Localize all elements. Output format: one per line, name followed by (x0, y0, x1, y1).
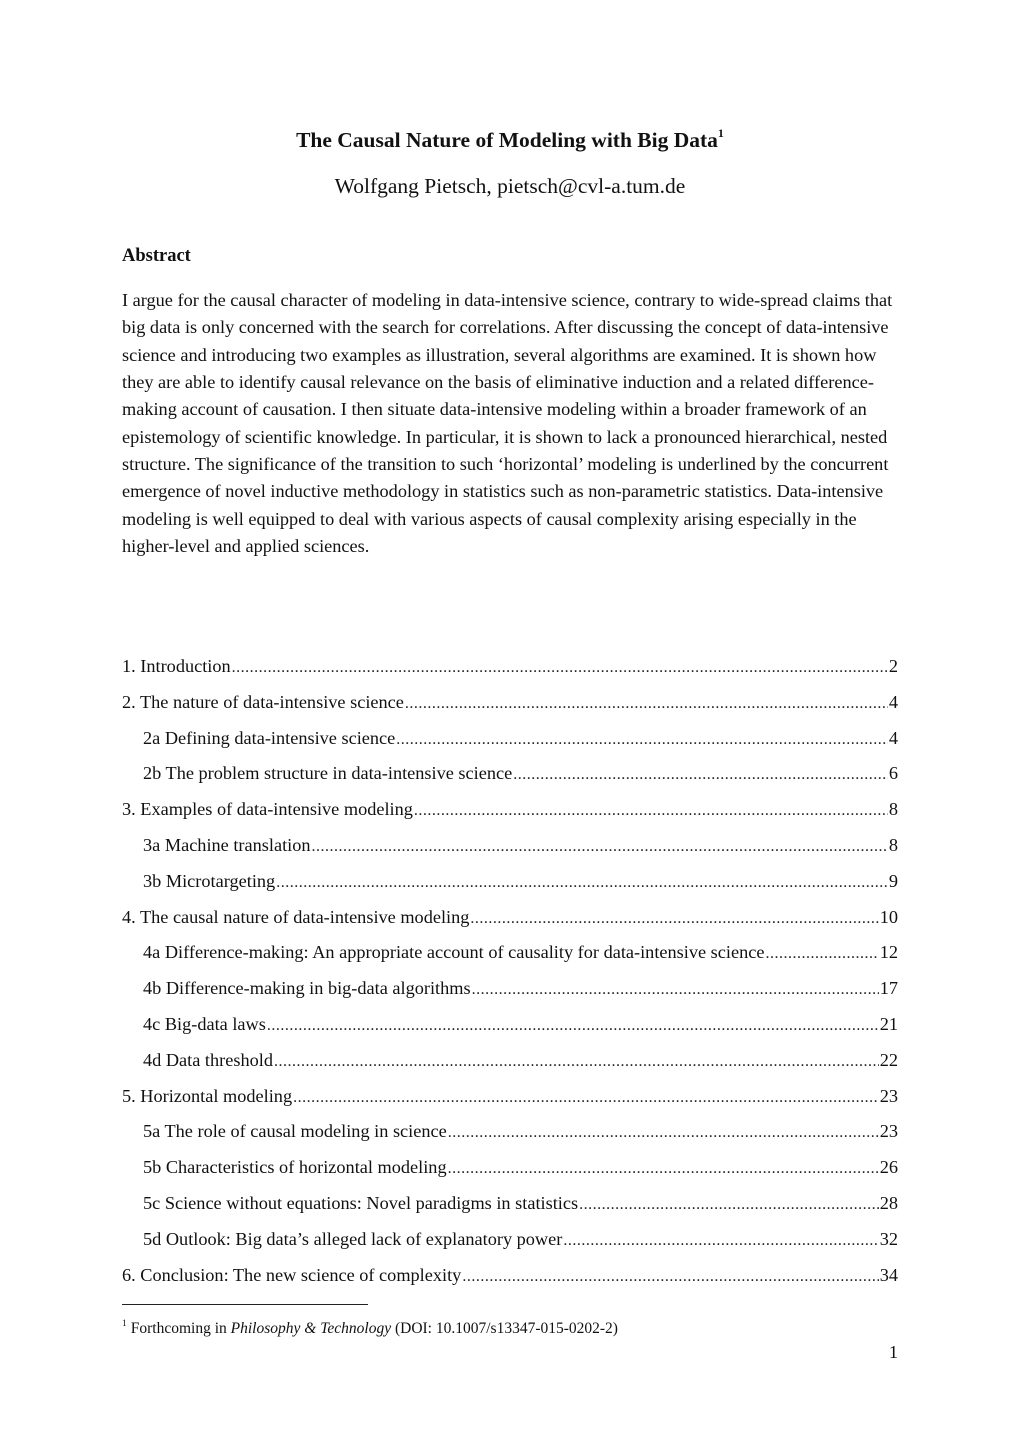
toc-dot-leader (293, 1084, 879, 1111)
toc-dot-leader (513, 761, 888, 788)
toc-entry[interactable] (122, 689, 898, 725)
toc-entry-page: 21 (879, 1013, 898, 1034)
toc-entry-page: 23 (879, 1085, 898, 1106)
toc-entry-title: 5a The role of causal modeling in science (143, 1121, 447, 1142)
toc-dot-leader (232, 654, 888, 681)
toc-dot-leader (396, 726, 888, 753)
toc-entry-title: 5d Outlook: Big data’s alleged lack of explanatory power (143, 1228, 563, 1249)
toc-entry-title: 3. Examples of data-intensive modeling (122, 799, 413, 820)
toc-entry-title: 3a Machine translation (143, 834, 311, 855)
toc-dot-leader (472, 976, 879, 1003)
toc-entry-title: 2a Defining data-intensive science (143, 727, 396, 748)
toc-entry[interactable] (122, 1118, 898, 1154)
toc-entry-page: 26 (879, 1157, 898, 1178)
toc-dot-leader (276, 869, 888, 896)
toc-entry-page: 22 (879, 1049, 898, 1070)
toc-entry-page: 9 (888, 870, 898, 891)
toc-entry[interactable] (122, 1083, 898, 1119)
toc-dot-leader (267, 1012, 879, 1039)
paper-title-text: The Causal Nature of Modeling with Big Data (296, 128, 718, 153)
toc-entry[interactable] (122, 1047, 898, 1083)
toc-entry-title: 5c Science without equations: Novel paradigms in statistics (143, 1192, 579, 1213)
toc-entry[interactable] (122, 1154, 898, 1190)
toc-entry-page: 34 (879, 1264, 898, 1285)
toc-entry[interactable] (122, 760, 898, 796)
toc-entry-title: 4d Data threshold (143, 1049, 273, 1070)
toc-entry[interactable] (122, 939, 898, 975)
toc-entry[interactable] (122, 796, 898, 832)
toc-entry[interactable] (122, 653, 898, 689)
toc-entry-title: 5. Horizontal modeling (122, 1085, 293, 1106)
abstract-text: I argue for the causal character of modeling in data-intensive science, contrary to wide-spread claims that big data is only concerned with the search for correlations. After discussing the concept of data-intensive science and introducing two examples as illustration, several algorithms are examined. It is shown how they are able to identify causal relevance on the basis of eliminative induction and a related difference-making account of causation. I then situate data-intensive modeling within a broader framework of an epistemology of scientific knowledge. In particular, it is shown to lack a pronounced hierarchical, nested structure. The significance of the transition to such ‘horizontal’ modeling is underlined by the concurrent emergence of novel inductive methodology in statistics such as non-parametric statistics. Data-intensive modeling is well equipped to deal with various aspects of causal complexity arising especially in the higher-level and applied sciences. (122, 290, 893, 557)
toc-dot-leader (765, 940, 878, 967)
toc-dot-leader (405, 690, 888, 717)
toc-entry[interactable] (122, 725, 898, 761)
toc-dot-leader (312, 833, 888, 860)
footnote-divider (122, 1304, 368, 1305)
toc-entry-title: 1. Introduction (122, 656, 231, 676)
footnote-marker: 1 (122, 1319, 127, 1329)
toc-entry-title: 4b Difference-making in big-data algorithms (143, 978, 471, 999)
toc-entry[interactable] (122, 1226, 898, 1262)
toc-dot-leader (579, 1191, 879, 1218)
toc-dot-leader (414, 797, 888, 824)
toc-dot-leader (563, 1227, 878, 1254)
toc-entry-title: 6. Conclusion: The new science of complexity (122, 1264, 462, 1285)
toc-entry-title: 4a Difference-making: An appropriate account of causality for data-intensive science (143, 942, 765, 963)
toc-entry[interactable] (122, 832, 898, 868)
toc-dot-leader (448, 1155, 879, 1182)
toc-dot-leader (274, 1048, 879, 1075)
toc-dot-leader (462, 1263, 878, 1290)
table-of-contents (122, 653, 898, 1297)
toc-entry-page: 4 (888, 691, 898, 712)
toc-entry[interactable] (122, 868, 898, 904)
toc-entry-page: 8 (888, 799, 898, 820)
toc-entry-page: 28 (879, 1192, 898, 1213)
toc-entry-title: 5b Characteristics of horizontal modeling (143, 1157, 447, 1178)
toc-entry[interactable] (122, 1011, 898, 1047)
footnote (122, 1314, 618, 1340)
toc-entry[interactable] (122, 1190, 898, 1226)
toc-entry-page: 8 (888, 834, 898, 855)
toc-entry-page: 12 (879, 942, 898, 963)
abstract-heading: Abstract (122, 246, 191, 266)
toc-entry-page: 10 (879, 906, 898, 927)
toc-entry[interactable] (122, 975, 898, 1011)
toc-entry-page: 2 (888, 656, 898, 676)
title-footnote-marker: 1 (717, 126, 724, 140)
toc-entry-title: 4. The causal nature of data-intensive modeling (122, 906, 470, 927)
toc-entry-title: 2b The problem structure in data-intensive science (143, 763, 513, 784)
toc-entry-title: 3b Microtargeting (143, 870, 276, 891)
toc-dot-leader (448, 1119, 879, 1146)
footnote-prefix: Forthcoming in (130, 1320, 231, 1338)
toc-entry-page: 17 (879, 978, 898, 999)
page-number: 1 (888, 1342, 898, 1362)
author-line: Wolfgang Pietsch, pietsch@cvl-a.tum.de (334, 174, 686, 198)
toc-entry-title: 2. The nature of data-intensive science (122, 691, 404, 712)
paper-title (0, 120, 1020, 155)
toc-entry[interactable] (122, 904, 898, 940)
toc-entry-page: 23 (879, 1121, 898, 1142)
toc-entry[interactable] (122, 1262, 898, 1298)
footnote-doi: (DOI: 10.1007/s13347-015-0202-2) (391, 1320, 618, 1338)
toc-dot-leader (470, 905, 878, 932)
footnote-journal: Philosophy & Technology (230, 1320, 392, 1338)
toc-entry-page: 32 (879, 1228, 898, 1249)
toc-entry-page: 6 (888, 763, 898, 784)
toc-entry-title: 4c Big-data laws (143, 1013, 266, 1034)
toc-entry-page: 4 (888, 727, 898, 748)
